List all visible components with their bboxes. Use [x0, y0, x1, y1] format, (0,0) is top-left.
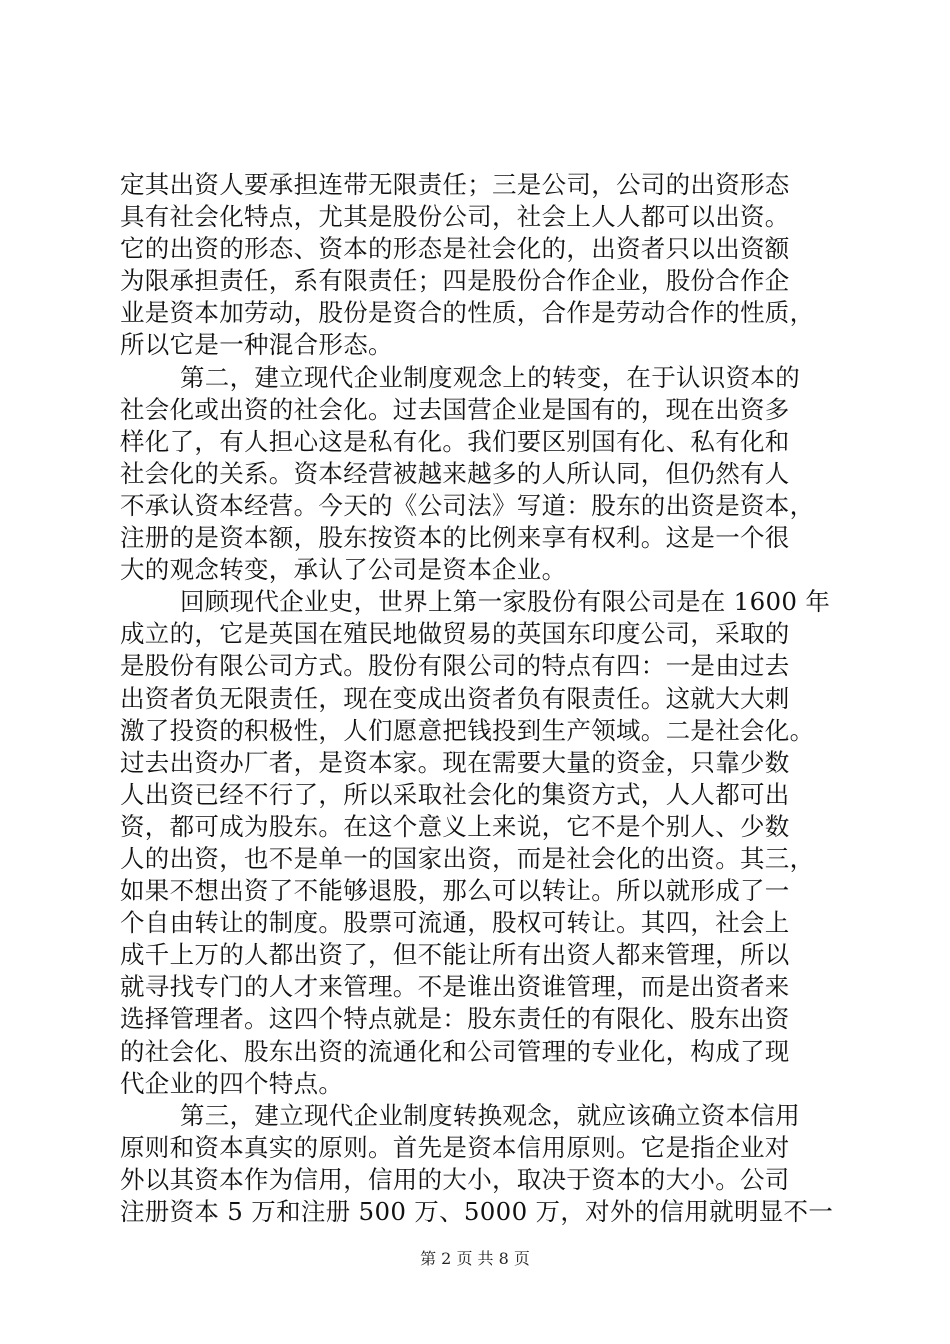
text-line: 选择管理者。这四个特点就是：股东责任的有限化、股东出资 [120, 1004, 790, 1034]
text-line: 是股份有限公司方式。股份有限公司的特点有四：一是由过去 [120, 651, 790, 681]
text-line: 为限承担责任，系有限责任；四是股份合作企业，股份合作企 [120, 266, 790, 296]
text-line: 具有社会化特点，尤其是股份公司，社会上人人都可以出资。 [120, 202, 790, 232]
text-line: 就寻找专门的人才来管理。不是谁出资谁管理，而是出资者来 [120, 972, 790, 1002]
text-line: 成千上万的人都出资了，但不能让所有出资人都来管理，所以 [120, 940, 790, 970]
text-line: 人出资已经不行了，所以采取社会化的集资方式，人人都可出 [120, 779, 790, 809]
text-line: 社会化或出资的社会化。过去国营企业是国有的，现在出资多 [120, 394, 790, 424]
text-line: 代企业的四个特点。 [120, 1068, 344, 1098]
text-line: 人的出资，也不是单一的国家出资，而是社会化的出资。其三， [120, 843, 815, 873]
text-line: 成立的，它是英国在殖民地做贸易的英国东印度公司，采取的 [120, 619, 790, 649]
text-line: 注册资本 5 万和注册 500 万、5000 万，对外的信用就明显不一 [120, 1197, 834, 1226]
text-line: 第三，建立现代企业制度转换观念，就应该确立资本信用 [180, 1100, 800, 1130]
text-line: 定其出资人要承担连带无限责任；三是公司，公司的出资形态 [120, 170, 790, 199]
text-line: 第二，建立现代企业制度观念上的转变，在于认识资本的 [180, 362, 800, 392]
text-line: 样化了，有人担心这是私有化。我们要区别国有化、私有化和 [120, 426, 790, 456]
body-text [120, 169, 834, 1228]
text-line: 资，都可成为股东。在这个意义上来说，它不是个别人、少数 [120, 811, 790, 841]
text-line: 外以其资本作为信用，信用的大小，取决于资本的大小。公司 [120, 1164, 790, 1194]
text-line: 大的观念转变，承认了公司是资本企业。 [120, 555, 567, 585]
text-line: 不承认资本经营。今天的《公司法》写道：股东的出资是资本， [120, 490, 815, 520]
text-line: 所以它是一种混合形态。 [120, 330, 393, 360]
text-line: 业是资本加劳动，股份是资合的性质，合作是劳动合作的性质， [120, 298, 815, 328]
text-line: 的社会化、股东出资的流通化和公司管理的专业化，构成了现 [120, 1036, 790, 1066]
text-line: 过去出资办厂者，是资本家。现在需要大量的资金，只靠少数 [120, 747, 790, 777]
text-line: 个自由转让的制度。股票可流通，股权可转让。其四，社会上 [120, 908, 790, 938]
text-line: 出资者负无限责任，现在变成出资者负有限责任。这就大大刺 [120, 683, 790, 713]
text-line: 它的出资的形态、资本的形态是社会化的，出资者只以出资额 [120, 234, 790, 264]
text-line: 回顾现代企业史，世界上第一家股份有限公司是在 1600 年 [180, 587, 831, 617]
text-line: 原则和资本真实的原则。首先是资本信用原则。它是指企业对 [120, 1132, 790, 1162]
text-line: 激了投资的积极性，人们愿意把钱投到生产领域。二是社会化。 [120, 715, 815, 745]
text-line: 社会化的关系。资本经营被越来越多的人所认同，但仍然有人 [120, 458, 790, 488]
text-line: 注册的是资本额，股东按资本的比例来享有权利。这是一个很 [120, 523, 790, 553]
page-footer: 第 2 页 共 8 页 [420, 1249, 530, 1268]
text-line: 如果不想出资了不能够退股，那么可以转让。所以就形成了一 [120, 876, 790, 906]
